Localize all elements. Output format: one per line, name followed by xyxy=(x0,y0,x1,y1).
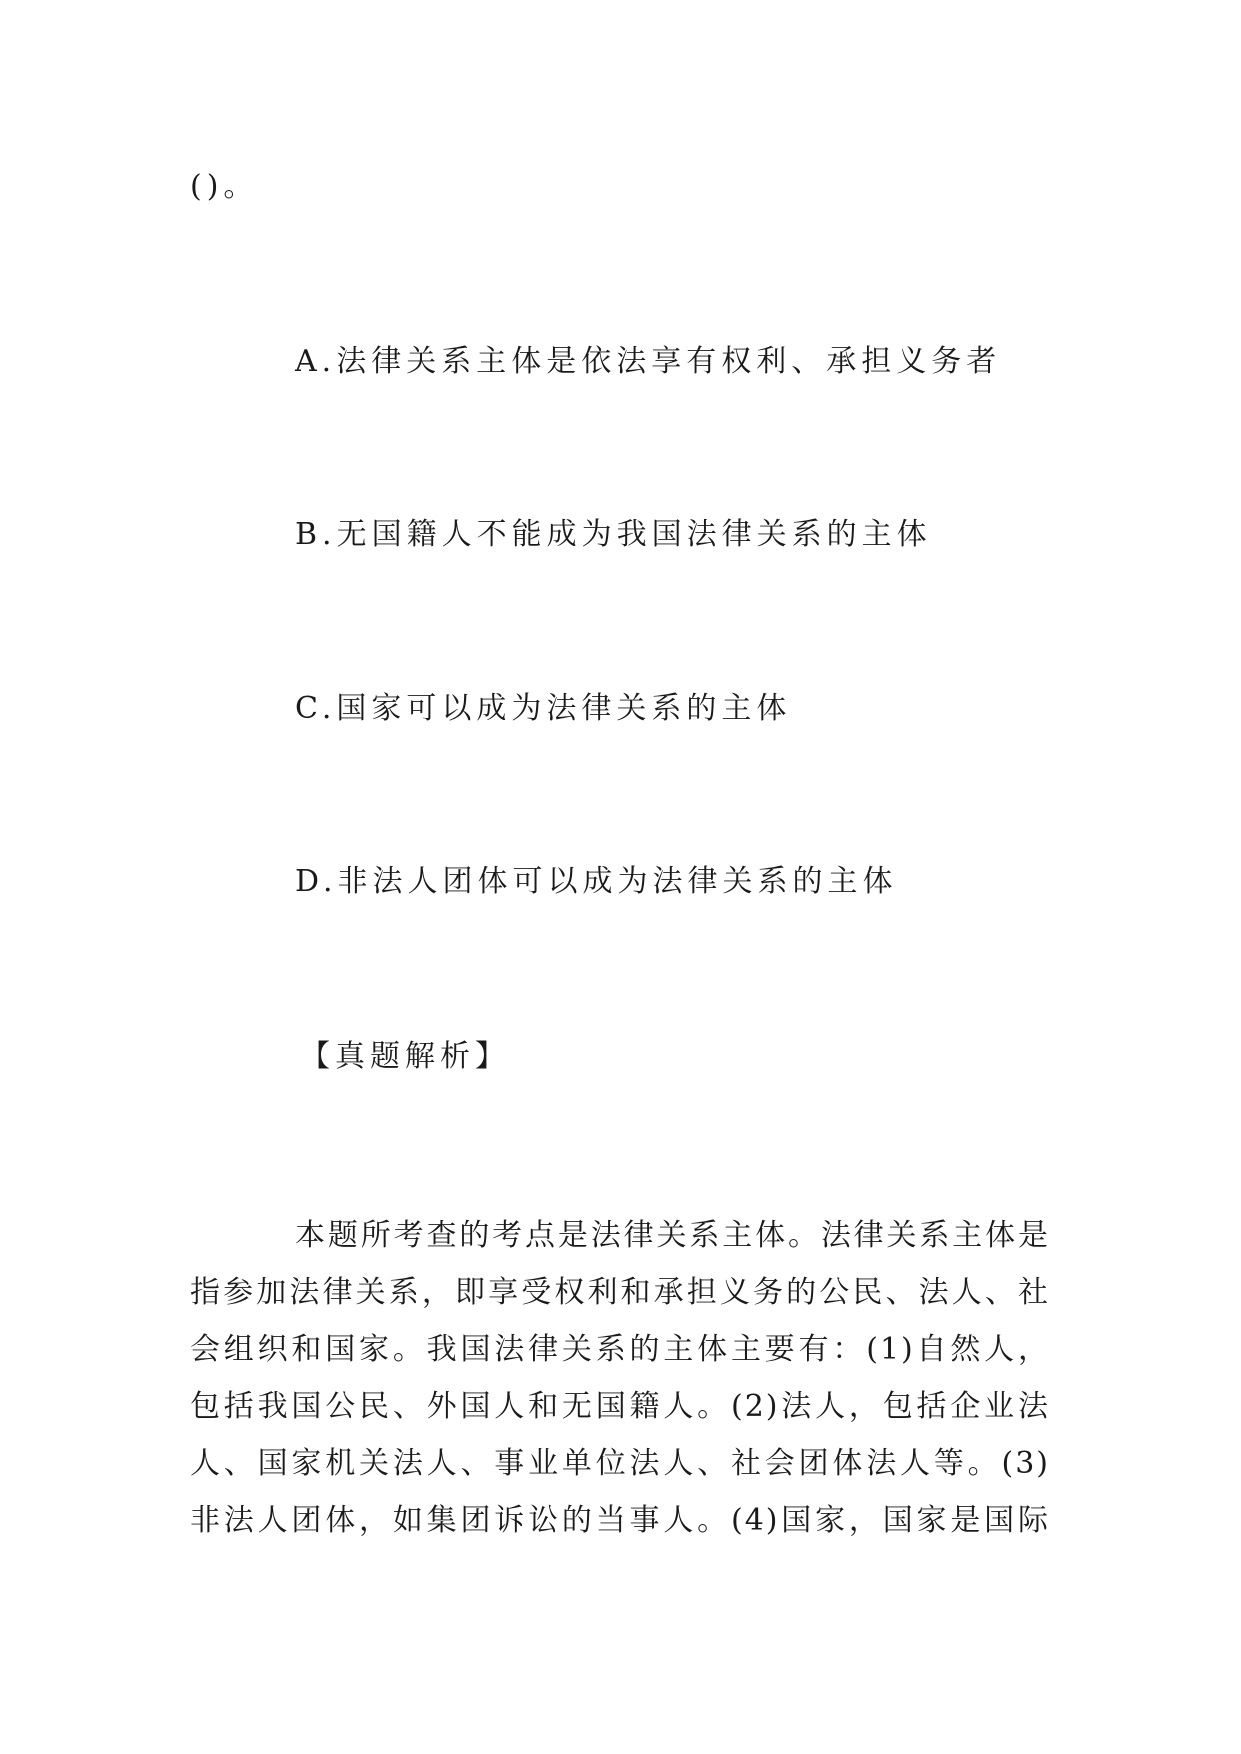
option-d: D.非法人团体可以成为法律关系的主体 xyxy=(295,864,898,899)
analysis-paragraph xyxy=(190,1207,1050,1549)
option-a: A.法律关系主体是依法享有权利、承担义务者 xyxy=(295,344,1002,379)
analysis-line: 会组织和国家。我国法律关系的主体主要有：(1)自然人， xyxy=(190,1332,1050,1367)
option-c: C.国家可以成为法律关系的主体 xyxy=(295,691,792,726)
analysis-line: 非法人团体，如集团诉讼的当事人。(4)国家，国家是国际 xyxy=(190,1503,1050,1538)
analysis-line: 指参加法律关系，即享受权利和承担义务的公民、法人、社 xyxy=(190,1275,1050,1310)
option-b: B.无国籍人不能成为我国法律关系的主体 xyxy=(295,517,932,552)
analysis-line: 人、国家机关法人、事业单位法人、社会团体法人等。(3) xyxy=(190,1446,1050,1481)
analysis-title: 【真题解析】 xyxy=(300,1039,510,1074)
analysis-line: 本题所考查的考点是法律关系主体。法律关系主体是 xyxy=(295,1218,1050,1253)
question-stem-tail: ()。 xyxy=(190,169,259,204)
analysis-line: 包括我国公民、外国人和无国籍人。(2)法人，包括企业法 xyxy=(190,1389,1050,1424)
